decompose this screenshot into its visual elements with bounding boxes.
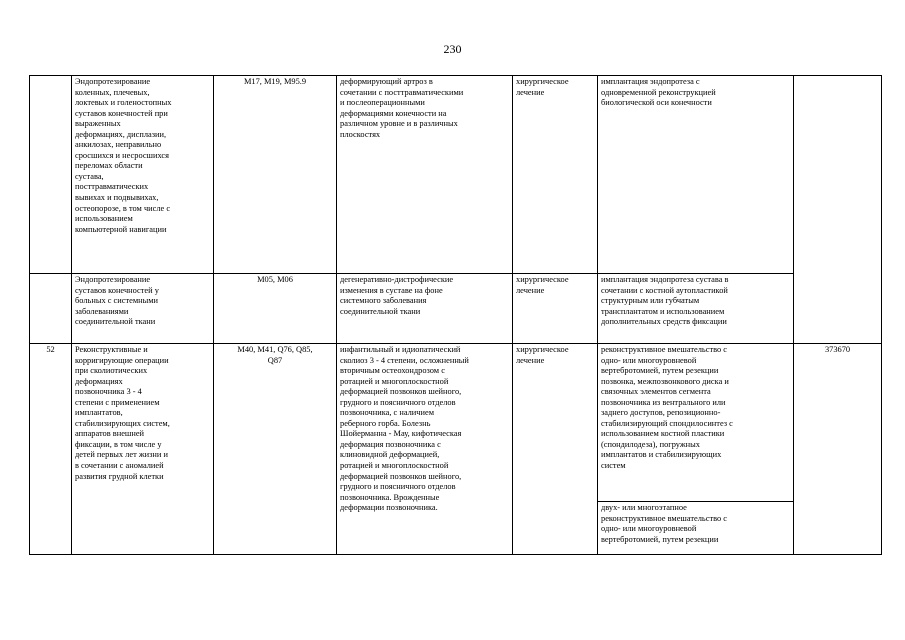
care-name-cell: Реконструктивные и корригирующие операции при сколиотических деформациях позвоночника 3 - 4 степени с применением имплантатов, стабилизирующих систем, аппаратов внешней фиксации, в том числе у детей первых лет жизни и в сочетании с аномалией развития грудной клетки (72, 344, 214, 555)
price-cell: 373670 (794, 344, 882, 555)
patient-model-cell: дегенеративно-дистрофические изменения в суставе на фоне системного заболевания соединительной ткани (337, 274, 513, 344)
medical-care-table (29, 75, 882, 555)
table-row (30, 344, 882, 502)
treatment-method-cell: реконструктивное вмешательство с одно- или многоуровневой вертебротомией, путем резекции позвонка, межпозвонкового диска и связочных элементов сегмента позвоночника из вентрального или заднего доступов, репозиционно- стабилизирующий спондилосинтез с использованием костной пластики (спондилодеза), погружных имплантатов и стабилизирующих систем (598, 344, 794, 502)
care-name-cell: Эндопротезирование суставов конечностей у больных с системными заболеваниями соединительной ткани (72, 274, 214, 344)
patient-model-cell: деформирующий артроз в сочетании с посттравматическими и послеоперационными деформациями конечности на различном уровне и в различных плоскостях (337, 76, 513, 274)
row-number-cell (30, 76, 72, 274)
icd-codes-cell: M05, M06 (214, 274, 337, 344)
treatment-type-cell: хирургическое лечение (513, 274, 598, 344)
treatment-type-cell: хирургическое лечение (513, 344, 598, 555)
care-name-cell: Эндопротезирование коленных, плечевых, локтевых и голеностопных суставов конечностей при выраженных деформациях, дисплазии, анкилозах, неправильно сросшихся и несросшихся переломах области сустава, посттравматических вывихах и подвывихах, остеопорозе, в том числе с использованием компьютерной навигации (72, 76, 214, 274)
row-number-cell: 52 (30, 344, 72, 555)
treatment-type-cell: хирургическое лечение (513, 76, 598, 274)
page-number: 230 (443, 42, 462, 56)
row-number-cell (30, 274, 72, 344)
treatment-method-cell: имплантация эндопротеза сустава в сочетании с костной аутопластикой структурным или губчатым трансплантатом и использованием дополнительных средств фиксации (598, 274, 794, 344)
patient-model-cell: инфантильный и идиопатический сколиоз 3 - 4 степени, осложненный вторичным остеохондрозом с ротацией и многоплоскостной деформацией позвонков шейного, грудного и поясничного отделов позвоночника, с наличием реберного горба. Болезнь Шойерманна - Мау, кифотическая деформация позвоночника с клиновидной деформацией, ротацией и многоплоскостной деформацией позвонков шейного, грудного и поясничного отделов позвоночника. Врожденные деформации позвоночника. (337, 344, 513, 555)
table-row (30, 76, 882, 274)
icd-codes-cell: M17, M19, M95.9 (214, 76, 337, 274)
treatment-method-cell: имплантация эндопротеза с одновременной реконструкцией биологической оси конечности (598, 76, 794, 274)
icd-codes-cell: M40, M41, Q76, Q85, Q87 (214, 344, 337, 555)
treatment-method-cell: двух- или многоэтапное реконструктивное вмешательство с одно- или многоуровневой вертебротомией, путем резекции (598, 502, 794, 555)
table-row (30, 274, 882, 344)
price-cell (794, 76, 882, 344)
